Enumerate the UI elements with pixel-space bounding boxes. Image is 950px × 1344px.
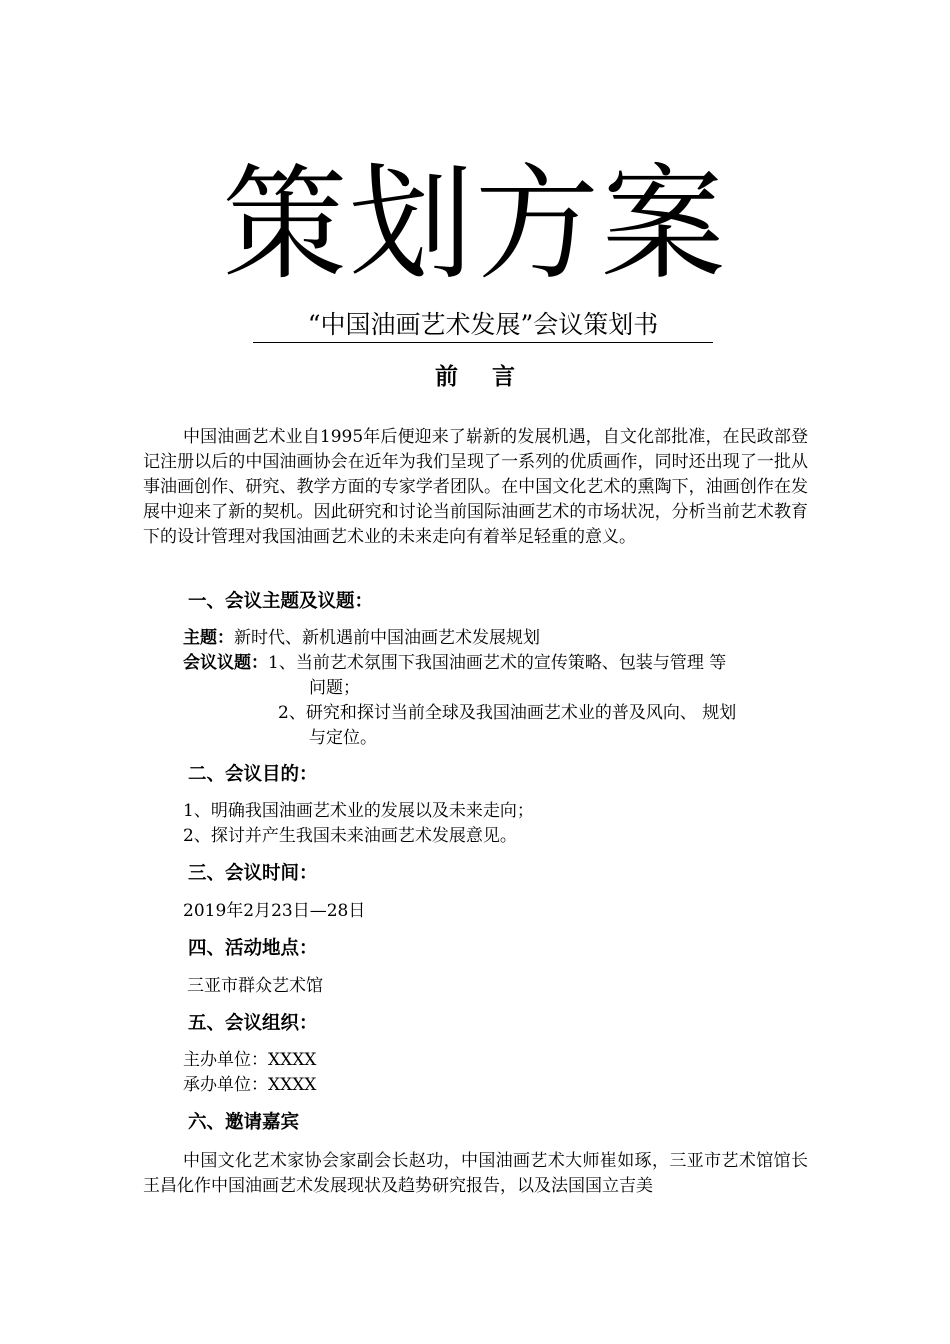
theme-text: 新时代、新机遇前中国油画艺术发展规划 bbox=[234, 628, 540, 648]
theme-line bbox=[183, 626, 540, 651]
organizer-unit: 承办单位：XXXX bbox=[183, 1075, 317, 1095]
purpose-item-2: 2、探讨并产生我国未来油画艺术发展意见。 bbox=[183, 826, 517, 846]
section-heading-theme: 一、会议主题及议题： bbox=[188, 591, 374, 612]
document-subtitle: “中国油画艺术发展”会议策划书 bbox=[253, 308, 713, 343]
topics-label: 会议议题： bbox=[183, 653, 268, 673]
section-heading-purpose: 二、会议目的： bbox=[188, 764, 318, 785]
purpose-item-1: 1、明确我国油画艺术业的发展以及未来走向； bbox=[183, 801, 534, 821]
venue-text: 三亚市群众艺术馆 bbox=[187, 976, 323, 996]
section-heading-venue: 四、活动地点： bbox=[188, 938, 318, 959]
section-heading-guests: 六、邀请嘉宾 bbox=[188, 1112, 300, 1133]
guests-paragraph: 中国文化艺术家协会家副会长赵功，中国油画艺术大师崔如琢，三亚市艺术馆馆长王昌化作中国油画艺术发展现状及趋势研究报告，以及法国国立吉美 bbox=[143, 1151, 808, 1196]
section-heading-organization: 五、会议组织： bbox=[188, 1013, 318, 1034]
topics-line bbox=[183, 651, 726, 676]
preface-paragraph: 中国油画艺术业自1995年后便迎来了崭新的发展机遇，自文化部批准，在民政部登记注册以后的中国油画协会在近年为我们呈现了一系列的优质画作，同时还出现了一批从事油画创作、研究、教学方面的专家学者团队。在中国文化艺术的熏陶下，油画创作在发展中迎来了新的契机。因此研究和讨论当前国际油画艺术的市场状况，分析当前艺术教育下的设计管理对我国油画艺术业的未来走向有着举足轻重的意义。 bbox=[143, 427, 808, 547]
topic2-line2: 与定位。 bbox=[309, 728, 377, 748]
topic2-line1: 2、研究和探讨当前全球及我国油画艺术业的普及风向、 规划 bbox=[278, 703, 737, 723]
cover-title: 策划方案 bbox=[222, 153, 727, 297]
section-heading-time: 三、会议时间： bbox=[188, 863, 318, 884]
topic1-line2: 问题； bbox=[309, 678, 360, 698]
preface-heading: 前言 bbox=[435, 364, 549, 390]
topic1-line1: 1、当前艺术氛围下我国油画艺术的宣传策略、包装与管理 等 bbox=[268, 653, 727, 673]
theme-label: 主题： bbox=[183, 628, 234, 648]
host-unit: 主办单位：XXXX bbox=[183, 1050, 317, 1070]
meeting-time: 2019年2月23日—28日 bbox=[183, 901, 366, 921]
